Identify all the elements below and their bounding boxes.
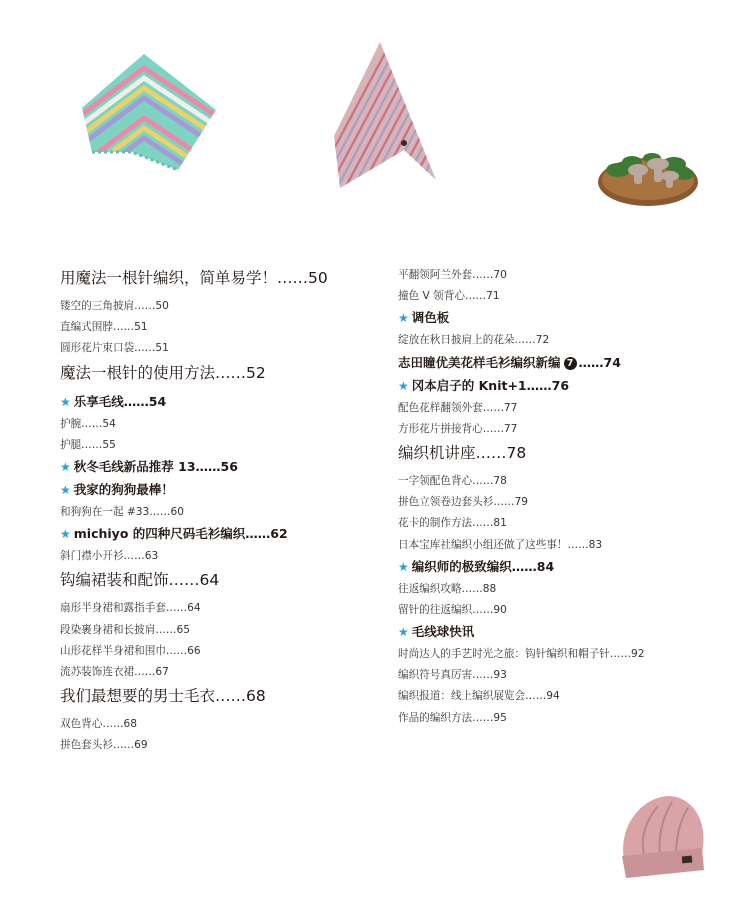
toc-minor-entry [60,603,390,624]
toc-entry-text: 拼色套头衫……69 [60,739,148,752]
toc-entry-text: 冈本启子的 Knit+1……76 [411,377,570,393]
toc-section-entry [398,354,738,380]
star-icon: ★ [60,459,71,474]
toc-entry-text: 钩编裙装和配饰……64 [60,571,220,590]
toc-minor-entry [398,584,738,605]
toc-entry-text: 直编式围脖……51 [60,321,148,334]
star-icon: ★ [60,394,71,409]
toc-minor-entry [60,625,390,646]
toc-entry-text: 平翻领阿兰外套……70 [398,269,507,281]
toc-entry-text: 花卡的制作方法……81 [398,517,507,530]
toc-major-entry [60,572,390,603]
toc-minor-entry [398,691,738,712]
toc-minor-entry [60,646,390,667]
toc-minor-entry [398,670,738,691]
star-icon: ★ [398,378,409,393]
toc-section-entry [398,626,738,649]
toc-entry-text: 志田瞳优美花样毛衫编织新编 [398,354,561,370]
toc-entry-text: 往返编织攻略……88 [398,582,497,595]
toc-entry-text: 留针的往返编织……90 [398,603,507,616]
toc-minor-entry [60,719,390,740]
toc-page-number: ……74 [578,354,621,370]
toc-section-entry [60,528,390,551]
toc-minor-entry [60,667,390,688]
toc-entry-text: 秋冬毛线新品推荐 13……56 [73,458,238,474]
toc-entry-text: 段染裹身裙和长披肩……65 [60,623,191,636]
toc-section-entry [398,377,738,403]
toc-major-entry [60,365,390,396]
toc-entry-text: 圆形花片束口袋……51 [60,342,169,355]
toc-minor-entry [60,322,390,343]
toc-entry-text: 扇形半身裙和露指手套……64 [60,602,201,615]
toc-section-entry [398,558,738,584]
toc-minor-entry [60,740,390,761]
toc-left-column [60,270,390,761]
star-icon: ★ [398,311,409,326]
toc-entry-text: 配色花样翻领外套……77 [398,401,518,414]
toc-entry-text: 山形花样半身裙和围巾……66 [60,644,201,657]
striped-triangle-scarf-image [332,40,438,190]
toc-entry-text: 护腿……55 [60,438,116,451]
chevron-knit-shawl-image [74,48,224,173]
pink-cable-knit-hat-image [614,790,710,880]
toc-section-entry [60,393,390,419]
toc-entry-text: 斜门襟小开衫……63 [60,550,159,563]
toc-minor-entry [398,518,738,539]
toc-minor-entry [398,270,738,291]
toc-entry-text: 编织符号真厉害……93 [398,669,507,682]
toc-section-entry [60,481,390,507]
toc-minor-entry [398,540,738,561]
toc-minor-entry [398,497,738,518]
toc-minor-entry [398,424,738,445]
issue-number-badge: 7 [564,357,577,370]
toc-major-entry [60,688,390,719]
toc-minor-entry [60,440,390,461]
knitted-mushrooms-basket-image [596,140,702,210]
star-icon: ★ [398,559,409,574]
star-icon: ★ [398,625,409,640]
toc-entry-text: 和狗狗在一起 #33……60 [60,505,184,518]
toc-entry-text: 编织师的极致编织……84 [411,558,555,574]
toc-entry-text: 镂空的三角披肩……50 [60,300,169,312]
toc-minor-entry [398,649,738,670]
toc-entry-text: 编织报道：线上编织展览会……94 [398,690,560,703]
toc-entry-text: 时尚达人的手艺时光之旅：钩针编织和帽子针……92 [398,648,645,661]
toc-major-entry [60,270,390,301]
toc-entry-text: 编织机讲座……78 [398,443,527,462]
toc-minor-entry [60,419,390,440]
toc-minor-entry [398,713,738,734]
toc-entry-text: 方形花片拼接背心……77 [398,422,518,435]
toc-minor-entry [398,403,738,424]
toc-entry-text: 撞色 V 领背心……71 [398,290,500,303]
toc-minor-entry [398,476,738,497]
toc-minor-entry [60,551,390,572]
star-icon: ★ [60,527,71,542]
toc-entry-text: 日本宝库社编织小组还做了这些事！……83 [398,538,603,551]
toc-entry-text: 乐享毛线……54 [73,393,167,409]
toc-entry-text: 拼色立领卷边套头衫……79 [398,496,529,509]
toc-minor-entry [60,343,390,364]
toc-entry-text: 绽放在秋日披肩上的花朵……72 [398,334,550,347]
toc-minor-entry [60,301,390,322]
toc-major-entry [398,445,738,476]
toc-entry-text: 魔法一根针的使用方法……52 [60,363,266,382]
star-icon: ★ [60,482,71,497]
toc-minor-entry [60,507,390,528]
toc-entry-text: 我家的狗狗最棒！ [73,481,174,497]
toc-section-entry [60,458,390,484]
toc-entry-text: 作品的编织方法……95 [398,711,507,724]
toc-entry-text: 调色板 [411,310,450,326]
toc-entry-text: 流苏装饰连衣裙……67 [60,665,169,678]
toc-entry-text: 一字领配色背心……78 [398,474,507,487]
toc-entry-text: michiyo 的四种尺码毛衫编织……62 [73,526,288,542]
toc-entry-text: 毛线球快讯 [411,624,475,640]
toc-minor-entry [398,335,738,356]
toc-right-column [398,270,738,734]
toc-entry-text: 用魔法一根针编织，简单易学！……50 [60,269,328,287]
toc-entry-text: 我们最想要的男士毛衣……68 [60,687,266,706]
toc-entry-text: 双色背心……68 [60,718,138,731]
toc-entry-text: 护腕……54 [60,417,116,430]
toc-section-entry [398,312,738,335]
toc-minor-entry [398,605,738,626]
toc-minor-entry [398,291,738,312]
